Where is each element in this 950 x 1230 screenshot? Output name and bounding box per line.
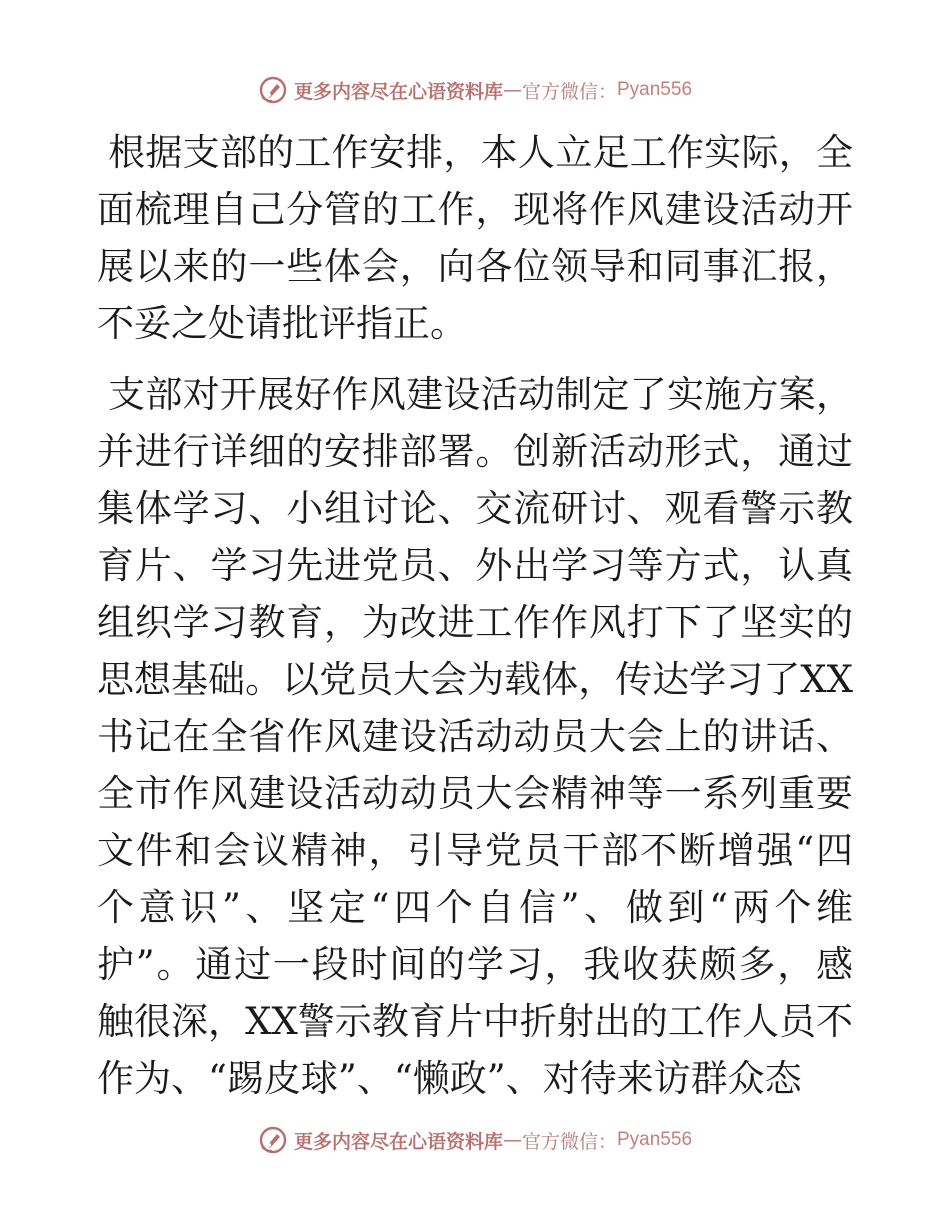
watermark-wechat-label: 官方微信： xyxy=(521,1130,617,1153)
watermark-main-text: 更多内容尽在心语资料库 xyxy=(293,80,503,103)
watermark-separator: — xyxy=(502,79,522,101)
watermark-separator: — xyxy=(502,1129,522,1151)
document-body xyxy=(97,124,853,1107)
watermark-main-text: 更多内容尽在心语资料库 xyxy=(293,1130,503,1153)
paragraph-2: 支部对开展好作风建设活动制定了实施方案，并进行详细的安排部署。创新活动形式，通过集体学习、小组讨论、交流研讨、观看警示教育片、学习先进党员、外出学习等方式，认真组织学习教育，为改进工作作风打下了坚实的思想基础。以党员大会为载体，传达学习了XX书记在全省作风建设活动动员大会上的讲话、全市作风建设活动动员大会精神等一系列重要文件和会议精神，引导党员干部不断增强“四个意识”、坚定“四个自信”、做到“两个维护”。通过一段时间的学习，我收获颇多，感触很深，XX警示教育片中折射出的工作人员不作为、“踢皮球”、“懒政”、对待来访群众态 xyxy=(97,373,853,1100)
watermark-wechat-label: 官方微信： xyxy=(521,80,617,103)
paragraph-1: 根据支部的工作安排，本人立足工作实际，全面梳理自己分管的工作，现将作风建设活动开展以来的一些体会，向各位领导和同事汇报，不妥之处请批评指正。 xyxy=(97,131,853,345)
watermark-wechat-id: Pyan556 xyxy=(617,79,693,100)
watermark-wechat-id: Pyan556 xyxy=(617,1129,693,1150)
pen-nib-logo-icon xyxy=(258,75,288,105)
pen-nib-logo-icon xyxy=(258,1125,288,1155)
footer-watermark xyxy=(0,1122,950,1158)
header-watermark xyxy=(0,72,950,108)
